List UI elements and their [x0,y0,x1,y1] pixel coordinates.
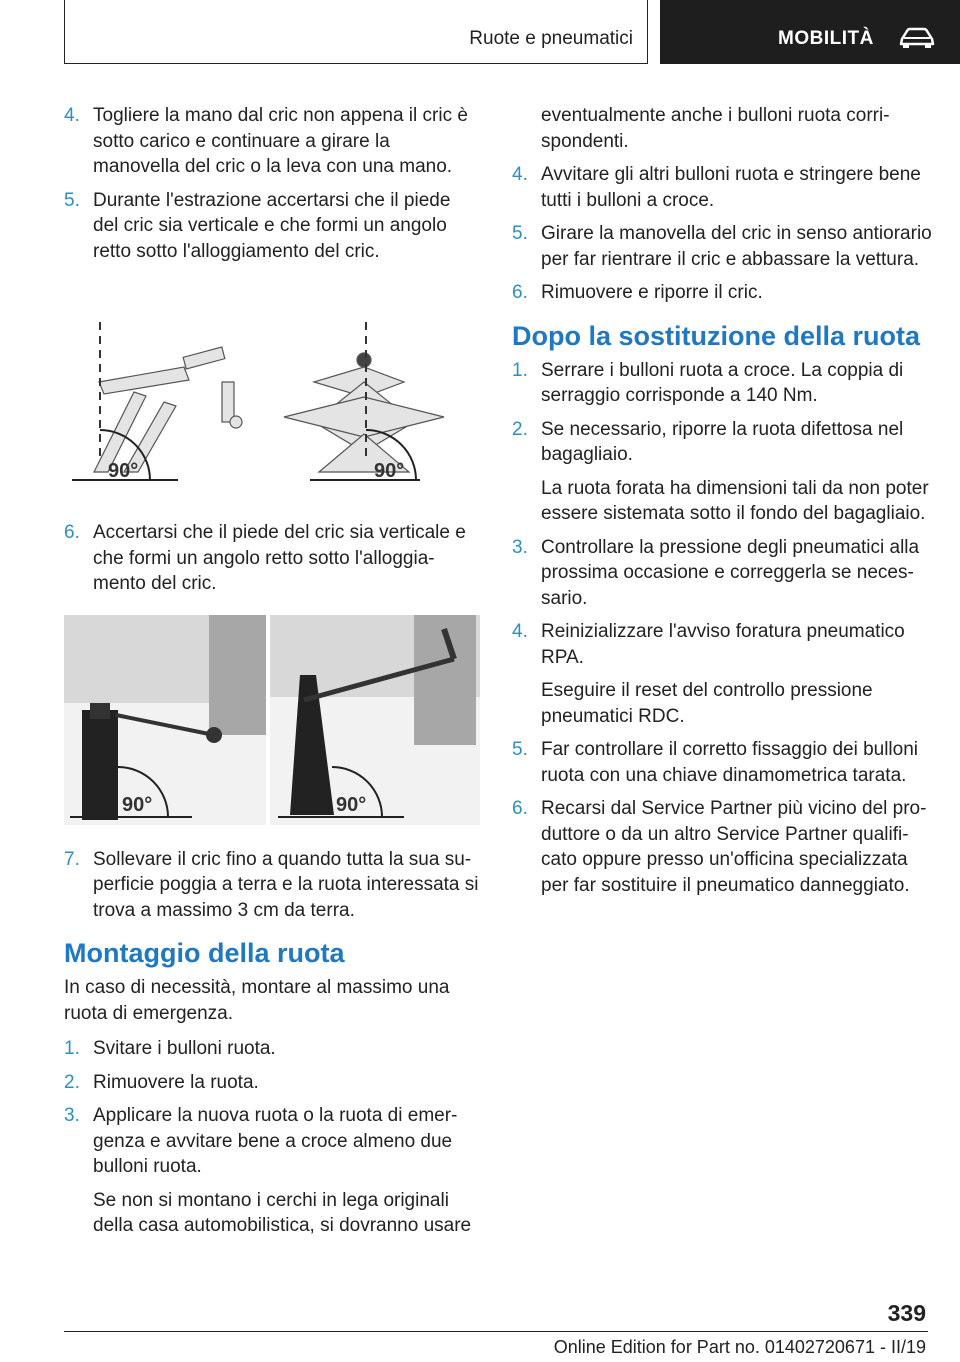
section-heading-mount: Montaggio della ruota [64,938,345,968]
list-item [512,358,932,409]
jack-diagram-illustration [64,322,480,490]
mount-intro: In caso di necessità, montare al massimo una ruota di emergenza. [64,977,450,1024]
step-number: 5. [512,223,528,244]
list-item [512,221,932,272]
step-number: 3. [64,1105,80,1126]
list-item [64,188,480,265]
continuation-text: eventualmente anche i bulloni ruota corri-spondenti. [541,105,890,152]
step-text: Serrare i bulloni ruota a croce. La coppia di serraggio corrisponde a 140 Nm. [541,359,904,406]
list-item [512,162,932,213]
step-number: 7. [64,848,80,870]
step-text: Togliere la mano dal cric non appena il cric è sotto carico e continuare a girare la manovella del cric o la leva con una mano. [93,105,468,177]
step-number: 6. [512,282,528,303]
section-heading-after: Dopo la sostituzione della ruota [512,320,921,351]
list-item [512,737,932,788]
step-text: Sollevare il cric fino a quando tutta la sua su-perficie poggia a terra e la ruota interessata si trova a massimo 3 cm da terra. [93,848,479,921]
step-number: 6. [512,798,528,819]
left-column [64,103,480,1247]
jack-photo-illustration [64,615,480,825]
jack-photo-figure [64,615,480,825]
step-number: 6. [64,522,80,543]
step-number: 5. [512,739,528,760]
list-item [64,1036,480,1062]
step-text: Rimuovere e riporre il cric. [541,282,763,303]
step-text: Reinizializzare l'avviso foratura pneumatico RPA. [541,621,905,668]
chapter-tab-label: MOBILITÀ [778,28,874,49]
step-number: 1. [512,359,528,381]
step-number: 4. [512,621,528,642]
angle-label: 90° [336,793,367,816]
step-text: Applicare la nuova ruota o la ruota di emer-genza e avvitare bene a croce almeno due bulloni ruota. [93,1105,458,1177]
list-item [64,1103,480,1180]
section-title: Ruote e pneumatici [469,28,633,49]
step-note: Se non si montano i cerchi in lega originali della casa automobilistica, si dovranno usare [93,1189,472,1236]
step-note: Eseguire il reset del controllo pressione pneumatici RDC. [541,680,873,727]
list-item [512,535,932,612]
step-number: 4. [64,105,80,126]
list-item [64,1070,480,1096]
chapter-tab[interactable] [660,0,960,64]
angle-label: 90° [108,460,139,482]
list-item [512,619,932,670]
page-number: 339 [887,1300,926,1326]
step-text: Durante l'estrazione accertarsi che il piede del cric sia verticale e che formi un angolo retto sotto l'alloggiamento del cric. [93,189,451,262]
step-text: Avvitare gli altri bulloni ruota e stringere bene tutti i bulloni a croce. [541,164,921,211]
step-number: 2. [512,418,528,440]
step-number: 1. [64,1038,80,1059]
jack-angle-diagram [64,322,480,490]
step-number: 3. [512,536,528,558]
angle-label: 90° [122,793,153,816]
step-text: Se necessario, riporre la ruota difettosa nel bagagliaio. [541,418,904,465]
header-section-box [64,0,648,64]
step-text: Girare la manovella del cric in senso antiorario per far rientrare il cric e abbassare la vettura. [541,223,932,270]
angle-label: 90° [374,460,405,482]
list-item [64,520,480,597]
step-note: La ruota forata ha dimensioni tali da non poter essere sistemata sotto il fondo del bagagliaio. [541,477,929,524]
step-number: 5. [64,189,80,211]
step-text: Controllare la pressione degli pneumatici alla prossima occasione e correggerla se neces-sario. [541,536,920,609]
step-text: Recarsi dal Service Partner più vicino del pro-duttore o da un altro Service Partner qualifi-cato oppure presso un'officina specializzata per far sostituire il pneumatico danneggiato. [541,798,927,896]
list-item [512,280,932,306]
footer-edition: Online Edition for Part no. 01402720671 - II/19 [553,1337,926,1357]
car-icon [898,27,936,54]
list-item [512,796,932,898]
step-text: Svitare i bulloni ruota. [93,1038,276,1059]
footer-divider [64,1331,928,1332]
step-text: Rimuovere la ruota. [93,1071,259,1093]
step-number: 4. [512,164,528,185]
step-text: Accertarsi che il piede del cric sia verticale e che formi un angolo retto sotto l'alloggia-mento del cric. [93,522,466,594]
right-column [512,103,932,906]
list-item [512,417,932,468]
list-item [64,103,480,180]
list-item [64,847,480,924]
step-text: Far controllare il corretto fissaggio dei bulloni ruota con una chiave dinamometrica tarata. [541,739,919,786]
step-number: 2. [64,1071,80,1093]
